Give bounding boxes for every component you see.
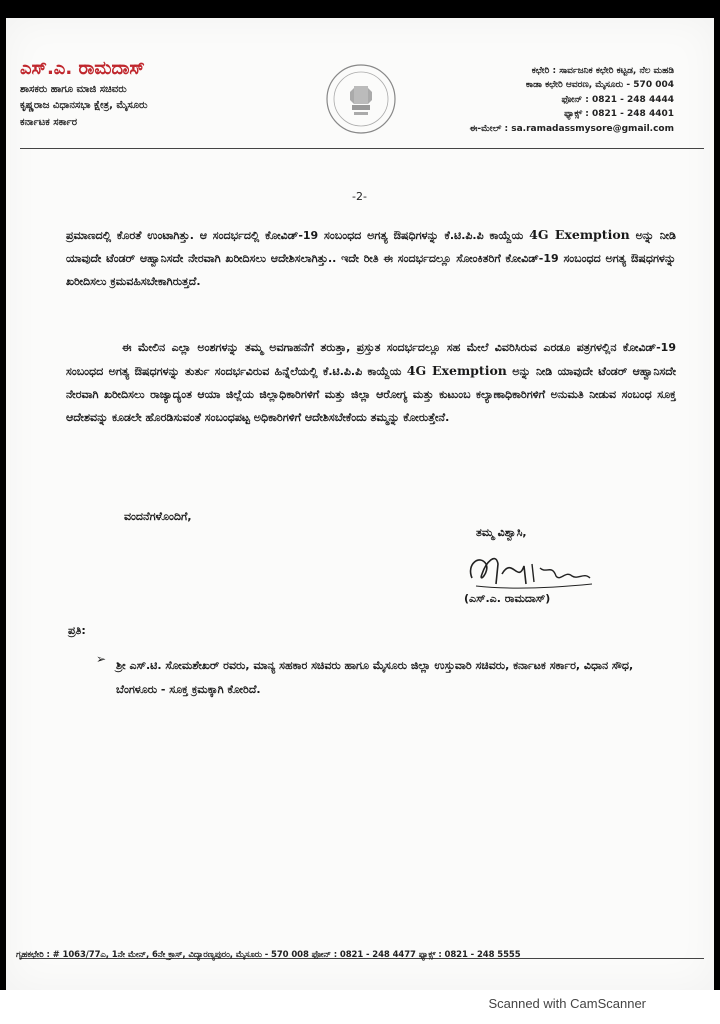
office-email: ಈ-ಮೇಲ್ : sa.ramadassmysore@gmail.com	[469, 123, 674, 134]
copy-to-label: ಪ್ರತಿ:	[68, 624, 86, 637]
exemption-term: 4G Exemption	[406, 363, 507, 378]
letterhead-government: ಕರ್ನಾಟಕ ಸರ್ಕಾರ	[20, 117, 78, 128]
paragraph-text: ಪ್ರಮಾಣದಲ್ಲಿ ಕೊರತೆ ಉಂಟಾಗಿತ್ತು. ಆ ಸಂದರ್ಭದಲ್ಲಿ ಕೋವಿಡ್-19 ಸಂಬಂಧದ ಅಗತ್ಯ ಔಷಧಿಗಳನ್ನು ಕೆ.ಟಿ.ಪಿ.ಪಿ ಕಾಯ್ದೆಯ	[66, 229, 530, 242]
arrow-bullet-icon: ➢	[96, 652, 107, 666]
office-fax: ಫ್ಯಾಕ್ಸ್ : 0821 - 248 4401	[564, 109, 674, 120]
scanner-watermark: Scanned with CamScanner	[488, 996, 646, 1011]
office-address-line: ಕಾಡಾ ಕಛೇರಿ ಆವರಣ, ಮೈಸೂರು - 570 004	[525, 80, 674, 91]
paragraph-text: ಅನ್ನು ನೀಡಿ ಯಾವುದೇ ಟೆಂಡರ್ ಆಹ್ವಾನಿಸದೇ ನೇರವಾಗಿ ಖರೀದಿಸಲು ಆದೇಶಿಸಲಾಗಿತ್ತು.. ಇದೇ ರೀತಿ ಈ ಸಂದರ್ಭದಲ್ಲೂ ಸೋಂಕಿತರಿಗೆ ಕೋವಿಡ್-19 ಸಂಬಂಧದ ಅಗತ್ಯ ಔಷಧಗಳನ್ನು ಖರೀದಿಸಲು ಕ್ರಮವಹಿಸಬೇಕಾಗಿರುತ್ತದೆ.	[66, 229, 676, 288]
government-seal-icon	[324, 62, 398, 136]
copy-to-recipient: ಶ್ರೀ ಎಸ್.ಟಿ. ಸೋಮಶೇಖರ್ ರವರು, ಮಾನ್ಯ ಸಹಕಾರ ಸಚಿವರು ಹಾಗೂ ಮೈಸೂರು ಜಿಲ್ಲಾ ಉಸ್ತುವಾರಿ ಸಚಿವರು, ಕರ್ನಾಟಕ ಸರ್ಕಾರ, ವಿಧಾನ ಸೌಧ, ಬೆಂಗಳೂರು - ಸೂಕ್ತ ಕ್ರಮಕ್ಕಾಗಿ ಕೋರಿದೆ.	[116, 659, 634, 696]
letterhead-name: ಎಸ್.ಎ. ರಾಮದಾಸ್	[20, 58, 145, 79]
footer-home-address: ಗೃಹಕಛೇರಿ : # 1063/77ಎ, 1ನೇ ಮೇನ್, 6ನೇ ಕ್ರಾಸ್, ವಿದ್ಯಾರಣ್ಯಪುರಂ, ಮೈಸೂರು - 570 008 ಫೋನ್ : 0821 - 248 4477 ಫ್ಯಾಕ್ಸ್ : 0821 - 248 5555	[16, 950, 521, 960]
office-address-line: ಕಛೇರಿ : ಸಾರ್ವಜನಿಕ ಕಛೇರಿ ಕಟ್ಟಡ, ನೆಲ ಮಹಡಿ	[531, 66, 674, 76]
closing-greeting: ವಂದನೆಗಳೊಂದಿಗೆ,	[124, 510, 192, 523]
signature-icon	[462, 544, 602, 596]
body-paragraph-2	[66, 336, 676, 429]
signatory-name: (ಎಸ್.ಎ. ರಾಮದಾಸ್)	[464, 592, 551, 605]
body-paragraph-1	[66, 223, 676, 293]
yours-faithfully: ತಮ್ಮ ವಿಶ್ವಾಸಿ,	[476, 526, 527, 539]
page-number: -2-	[352, 190, 367, 203]
paragraph-text: ಈ ಮೇಲಿನ ಎಲ್ಲಾ ಅಂಶಗಳನ್ನು ತಮ್ಮ ಅವಗಾಹನೆಗೆ ತರುತ್ತಾ, ಪ್ರಸ್ತುತ ಸಂದರ್ಭದಲ್ಲೂ ಸಹ ಮೇಲೆ ವಿವರಿಸಿರುವ ಎರಡೂ ಪತ್ರಗಳಲ್ಲಿನ ಕೋವಿಡ್-19 ಸಂಬಂಧದ ಅಗತ್ಯ ಔಷಧಗಳನ್ನು ತುರ್ತು ಸಂದರ್ಭವಿರುವ ಹಿನ್ನೆಲೆಯಲ್ಲಿ ಕೆ.ಟಿ.ಪಿ.ಪಿ ಕಾಯ್ದೆಯ	[66, 341, 676, 378]
header-divider	[20, 148, 704, 149]
office-phone: ಫೋನ್ : 0821 - 248 4444	[561, 94, 674, 105]
letterhead-address	[414, 64, 674, 136]
letterhead-role: ಶಾಸಕರು ಹಾಗೂ ಮಾಜಿ ಸಚಿವರು	[20, 84, 127, 95]
paragraph-text: ಅನ್ನು ನೀಡಿ ಯಾವುದೇ ಟೆಂಡರ್ ಆಹ್ವಾನಿಸದೇ ನೇರವಾಗಿ ಖರೀದಿಸಲು ರಾಜ್ಯಾದ್ಯಂತ ಆಯಾ ಜಿಲ್ಲೆಯ ಜಿಲ್ಲಾಧಿಕಾರಿಗಳಿಗೆ ಮತ್ತು ಜಿಲ್ಲಾ ಆರೋಗ್ಯ ಮತ್ತು ಕುಟುಂಬ ಕಲ್ಯಾಣಾಧಿಕಾರಿಗಳಿಗೆ ಅನುಮತಿ ನೀಡುವ ಸಂಬಂಧ ಸೂಕ್ತ ಆದೇಶವನ್ನು ಕೂಡಲೇ ಹೊರಡಿಸುವಂತೆ ಸಂಬಂಧಪಟ್ಟ ಅಧಿಕಾರಿಗಳಿಗೆ ಆದೇಶಿಸಬೇಕೆಂದು ತಮ್ಮನ್ನು ಕೋರುತ್ತೇನೆ.	[66, 365, 676, 424]
letter-page	[6, 18, 714, 990]
letterhead-constituency: ಕೃಷ್ಣರಾಜ ವಿಧಾನಸಭಾ ಕ್ಷೇತ್ರ, ಮೈಸೂರು	[20, 100, 148, 111]
exemption-term: 4G Exemption	[529, 227, 630, 242]
